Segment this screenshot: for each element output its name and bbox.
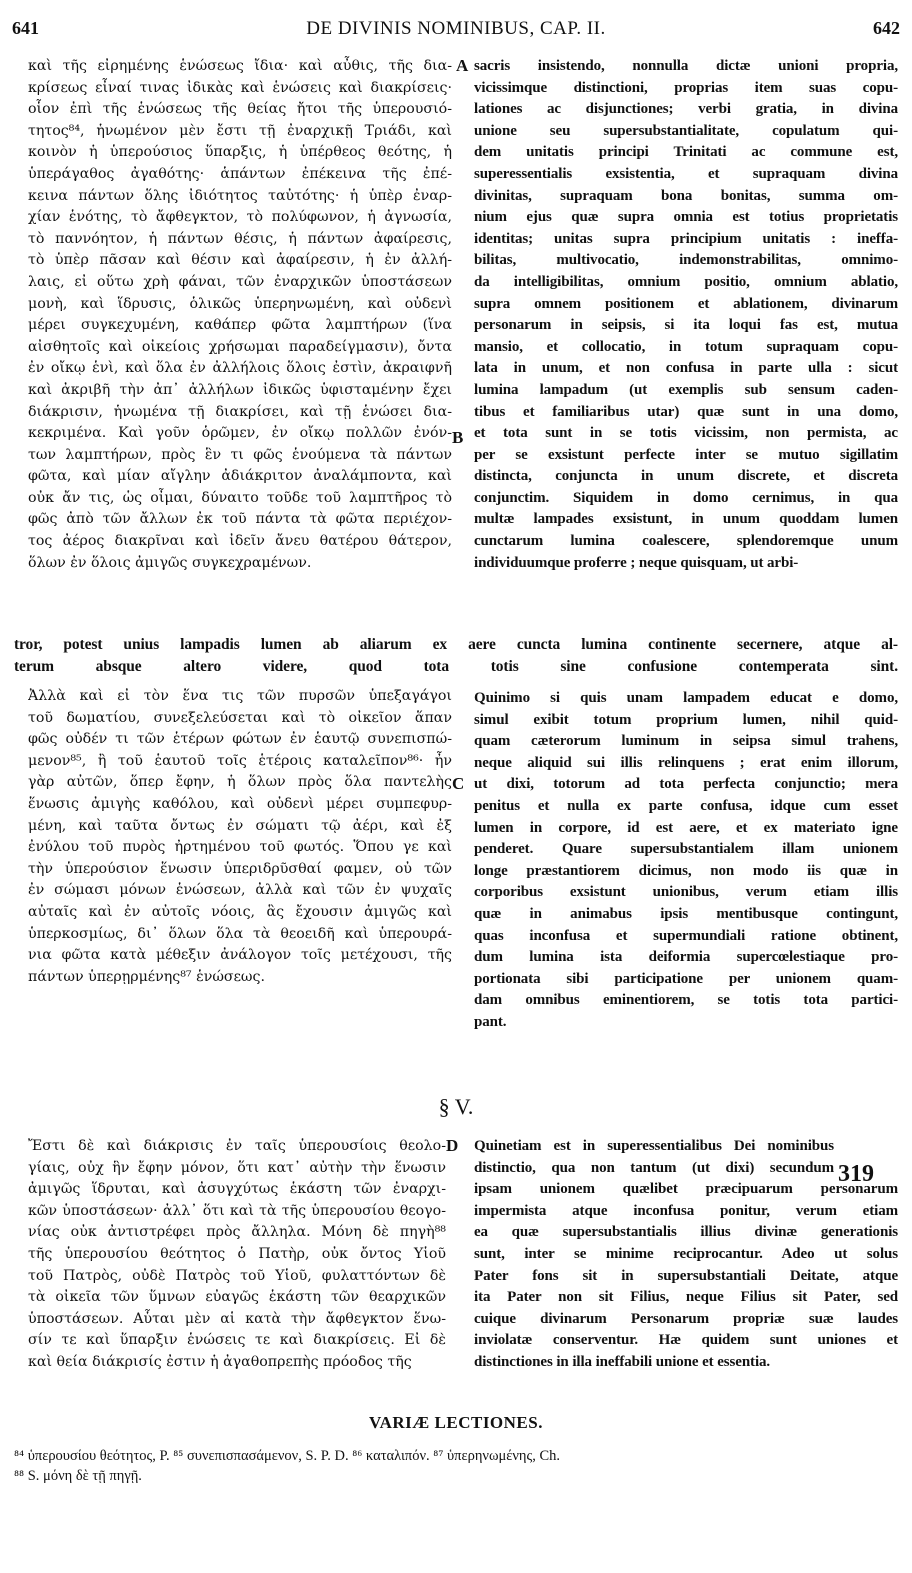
text-line: ἐν οἴκῳ ἑνὶ, καὶ ὅλα ἐν ἀλλήλοις ὅλοις ἐστὶν, ἀκραιφνῆ bbox=[28, 360, 452, 377]
text-line: μέρει συγκεχυμένη, καθάπερ φῶτα λαμπτήρων (ἵνα bbox=[28, 317, 452, 334]
text-line: unione seu supersubstantialitate, copulatum qui- bbox=[474, 122, 898, 139]
text-line: cuique divinarum Personarum propriæ suæ laudes bbox=[474, 1310, 898, 1327]
column-number: 319 bbox=[838, 1161, 874, 1187]
text-line: Ἀλλὰ καὶ εἰ τὸν ἕνα τις τῶν πυρσῶν ὑπεξαγάγοι bbox=[28, 688, 452, 704]
text-line: supra omnem positionem et ablationem, divinarum bbox=[474, 295, 898, 312]
running-title: DE DIVINIS NOMINIBUS, CAP. II. bbox=[306, 18, 606, 39]
text-line: personarum in seipsis, si ita loqui fas est, mutua bbox=[474, 317, 898, 334]
text-line: αἰσθητοῖς καὶ οἰκείοις χρήσωμαι παραδείγμασιν), ὄντα bbox=[28, 338, 452, 355]
text-line: lumina lampadum (ut exemplis sub sensum caden- bbox=[474, 381, 898, 398]
latin-column-top bbox=[474, 56, 898, 574]
text-line: τῆς ὑπερουσίου θεότητος ὁ Πατὴρ, οὐκ ὄντος Υἱοῦ bbox=[28, 1245, 446, 1262]
text-line: γίαις, οὐχ ἣν ἔφην μόνον, ὅτι κατ᾽ αὐτὴν τὴν ἕνωσιν bbox=[28, 1159, 446, 1176]
text-line: αὐταῖς καὶ ἐν αὐτοῖς νόοις, ἃς ἔχουσιν ἀμιγῶς καὶ bbox=[28, 903, 452, 920]
text-line: tror, potest unius lampadis lumen ab aliarum ex aere cuncta lumina continente secernere, atque al- bbox=[14, 636, 898, 653]
text-line: simul exibit totum proprium lumen, nihil quid- bbox=[474, 711, 898, 728]
text-line: ὑπεράγαθος ἀγαθότης· ἁπάντων ἐπέκεινα τῆς ἐπέ- bbox=[28, 165, 452, 182]
text-line: Quinimo si quis unam lampadem educat e domo, bbox=[474, 690, 898, 706]
text-line: ⁸⁴ ὑπερουσίου θεότητος, P. ⁸⁵ συνεπισπασάμενον, S. P. D. ⁸⁶ καταλιπόν. ⁸⁷ ὑπερηνωμένης, Ch. bbox=[14, 1448, 561, 1464]
text-line: penderet. Quare supersubstantialem illam unionem bbox=[474, 841, 898, 858]
text-line: νια φῶτα κατὰ μέθεξιν ἀνάλογον τοῖς μετέχουσι, τῆς bbox=[28, 947, 452, 964]
text-line: dum lumina ista deiformia supercœlestiaque pro- bbox=[474, 949, 898, 966]
text-line: da intelligibilitas, omnium positio, omnium ablatio, bbox=[474, 273, 898, 290]
text-line: identitas; unitas supra principium unitatis : ineffa- bbox=[474, 230, 898, 247]
text-line: vicissimque distinctioni, proprias item suas copu- bbox=[474, 79, 898, 96]
text-line: terum absque altero videre, quod tota totis sine confusione contemperata sint. bbox=[14, 657, 898, 675]
text-line: et tota sunt in se totis vicissim, non permista, ac bbox=[474, 425, 898, 442]
text-line: ἐν σώμασι μόνων ἑνώσεων, ἀλλὰ καὶ τῶν ἐν ψυχαῖς bbox=[28, 882, 452, 899]
text-line: τητος⁸⁴, ἡνωμένον μὲν ἔστι τῇ ἐναρχικῇ Τριάδι, καὶ bbox=[28, 122, 452, 139]
text-line: χίαν ἑνότης, τὸ ἄφθεγκτον, τὸ πολύφωνον, ἡ ἀγνωσία, bbox=[28, 209, 452, 226]
greek-column-middle bbox=[28, 686, 452, 988]
text-line: distinctiones in illa ineffabili unione et essentia. bbox=[474, 1353, 771, 1370]
text-line: pant. bbox=[474, 1013, 507, 1030]
greek-column-bottom bbox=[28, 1136, 446, 1374]
text-line: μονὴ, καὶ ἵδρυσις, ὁλικῶς ὑπερηνωμένη, καὶ οὐδενὶ bbox=[28, 295, 452, 312]
text-line: διάκρισιν, ἡνωμένα τῇ διακρίσει, καὶ τῇ ἑνώσει δια- bbox=[28, 403, 452, 420]
margin-letter-a: A bbox=[456, 56, 469, 75]
text-line: Pater fons sit in supersubstantiali Deitate, atque bbox=[474, 1267, 898, 1284]
text-line: πάντων ὑπερῃρμένης⁸⁷ ἑνώσεως. bbox=[28, 968, 265, 985]
text-line: λαις, εἰ οὕτω χρὴ φάναι, τῶν ἐναρχικῶν ὑποστάσεων bbox=[28, 273, 452, 290]
text-line: ipsam unionem quælibet præcipuarum personarum bbox=[474, 1181, 898, 1198]
text-line: impermista atque inconfusa ponitur, verum etiam bbox=[474, 1202, 898, 1219]
text-line: longe præstantiorem dicimus, non modo iis quæ in bbox=[474, 862, 898, 879]
latin-full-width-lines bbox=[14, 634, 898, 677]
text-line: neque aliquid sui illis relinquens ; erat enim illorum, bbox=[474, 754, 898, 771]
text-line: κῶν ὑποστάσεων· ἀλλ᾽ ὅτι καὶ τὰ τῆς ὑπερουσίου θεογο- bbox=[28, 1202, 446, 1219]
text-line: ut dixi, totorum ad tota perfecta conjunctio; mera bbox=[474, 776, 898, 793]
text-line: τὸ ὑπὲρ πᾶσαν καὶ θέσιν καὶ ἀφαίρεσιν, ἡ ἐν ἀλλή- bbox=[28, 252, 452, 269]
text-line: τὰ οἰκεῖα τῶν ὕμνων εὐαγῶς ἑκάστη τῶν θεαρχικῶν bbox=[28, 1289, 446, 1306]
latin-column-middle bbox=[474, 688, 898, 1034]
text-line: lationes ac disjunctiones; verbi gratia, in divina bbox=[474, 101, 898, 118]
text-line: sacris insistendo, nonnulla dictæ unioni propria, bbox=[474, 58, 898, 74]
margin-letter-b: B bbox=[452, 428, 464, 447]
text-line: tibus et familiaribus utar) quæ sunt in una domo, bbox=[474, 403, 898, 420]
text-line: μενον⁸⁵, ἢ τοῦ ἑαυτοῦ τοῖς ἑτέροις καταλεῖπον⁸⁶· ἦν bbox=[28, 752, 452, 769]
text-line: dam omnibus eminentiorem, se totis tota partici- bbox=[474, 992, 898, 1009]
text-line: γὰρ αὐτῶν, ὅπερ ἔφην, ἡ ὅλων πρὸς ὅλα παντελὴς bbox=[28, 774, 452, 791]
text-line: τος ἀέρος διακρῖναι καὶ ἰδεῖν ἄνευ θατέρου θάτερον, bbox=[28, 533, 452, 550]
text-line: Ἔστι δὲ καὶ διάκρισις ἐν ταῖς ὑπερουσίοις θεολο- bbox=[28, 1138, 446, 1154]
text-line: quæ in animabus ipsis mentibusque contingunt, bbox=[474, 905, 898, 922]
text-line: νίας οὐκ ἀντιστρέφει πρὸς ἄλληλα. Μόνη δὲ πηγὴ⁸⁸ bbox=[28, 1224, 446, 1241]
text-line: καὶ ἀκριβῆ τὴν ἀπ᾽ ἀλλήλων ἰδικῶς ὑφισταμένην ἔχει bbox=[28, 381, 452, 398]
text-line: penitus et nulla ex parte confusa, idque cum esset bbox=[474, 797, 898, 814]
section-heading: § V. bbox=[438, 1094, 474, 1119]
text-line: τοῦ δωματίου, συνεξελεύσεται καὶ τὸ οἰκεῖον ἅπαν bbox=[28, 709, 452, 726]
page-header bbox=[0, 18, 912, 42]
text-line: lata in unum, et non confusa in parte ulla : sicut bbox=[474, 360, 898, 377]
text-line: κεινα πάντων ὅλης ἰδιότητος ταὐτότης· ἡ ὑπὲρ ἐναρ- bbox=[28, 187, 452, 204]
text-line: cunctarum lumina coalescere, splendoremque unum bbox=[474, 533, 898, 550]
text-line: sunt, inter se minime reciprocantur. Adeo ut solus bbox=[474, 1245, 898, 1262]
text-line: inviolatæ conserventur. Hæ quidem sunt uniones et bbox=[474, 1332, 898, 1349]
page-number-left: 641 bbox=[12, 18, 39, 38]
text-line: quas inconfusa et supermundiali ratione obtinent, bbox=[474, 927, 898, 944]
text-line: superessentialis exsistentia, et supraquam divina bbox=[474, 165, 898, 182]
text-line: καὶ τῆς εἰρημένης ἑνώσεως ἴδια· καὶ αὖθις, τῆς δια- bbox=[28, 58, 452, 74]
text-line: κοινὸν ἡ ὑπερούσιος ὕπαρξις, ἡ ὑπέρθεος θεότης, ἡ bbox=[28, 144, 452, 161]
variae-lectiones-title: VARIÆ LECTIONES. bbox=[369, 1413, 543, 1432]
text-line: distincta, conjuncta in unum discrete, et discreta bbox=[474, 468, 898, 485]
text-line: τοῦ Πατρὸς, οὐδὲ Πατρὸς τοῦ Υἱοῦ, φυλαττόντων δὲ bbox=[28, 1267, 446, 1284]
text-line: οἷον ἐπὶ τῆς ἑνώσεως τῆς θείας ἤτοι τῆς ὑπερουσιό- bbox=[28, 101, 452, 118]
text-line: των λαμπτήρων, πρὸς ἓν τι φῶς ἑνούμενα τὰ πάντων bbox=[28, 446, 452, 463]
text-line: ἐνύλου τοῦ πυρὸς ἠρτημένου τοῦ φωτός. Ὅπου γε καὶ bbox=[28, 839, 452, 856]
text-line: ⁸⁸ S. μόνη δὲ τῇ πηγῇ. bbox=[14, 1468, 142, 1484]
text-line: ἕνωσις ἀμιγὴς καθόλου, καὶ οὐδενὶ μέρει συμπεφυρ- bbox=[28, 795, 452, 812]
text-line: ὑποστάσεων. Αὗται μὲν αἱ κατὰ τὴν ἄφθεγκτον ἕνω- bbox=[28, 1310, 446, 1327]
footnotes bbox=[14, 1446, 898, 1486]
text-line: multæ lampades exsistunt, in unum quoddam lumen bbox=[474, 511, 898, 528]
text-line: bilitas, multivocatio, indemonstrabilitas, omnimo- bbox=[474, 252, 898, 269]
text-line: nium ejus quæ supra omnia est totius proprietatis bbox=[474, 209, 898, 226]
text-line: dem unitatis principi Trinitati ac commune est, bbox=[474, 144, 898, 161]
text-line: φῶς ἀπὸ τῶν ἄλλων ἐκ τοῦ πάντα τὰ φῶτα περιέχον- bbox=[28, 511, 452, 528]
page-number-right: 642 bbox=[873, 18, 900, 38]
latin-column-bottom-a bbox=[474, 1136, 898, 1374]
text-line: per se exsistunt perfecte inter se mutuo sigillatim bbox=[474, 446, 898, 463]
text-line: τὴν ὑπερούσιον ἕνωσιν ὑπεριδρῦσθαί φαμεν, οὐ τῶν bbox=[28, 860, 452, 877]
text-line: corporibus exsistunt unionibus, verum etiam illis bbox=[474, 884, 898, 901]
text-line: ὑπερκοσμίως, δι᾽ ὅλων ὅλα τὰ θεοειδῆ καὶ ὑπερουρά- bbox=[28, 925, 452, 942]
text-line: ea quæ supersubstantialis illius divinæ generationis bbox=[474, 1224, 898, 1241]
margin-letter-d: D bbox=[446, 1136, 459, 1155]
text-line: individuumque proferre ; neque quisquam, ut arbi- bbox=[474, 554, 799, 571]
margin-letter-c: C bbox=[452, 774, 465, 793]
text-line: φῶτα, καὶ μίαν αἴγλην ἀδιάκριτον ἀναλάμποντα, καὶ bbox=[28, 468, 452, 485]
text-line: κεκριμένα. Καὶ γοῦν ὁρῶμεν, ἐν οἴκῳ πολλῶν ἐνόν- bbox=[28, 425, 452, 442]
greek-column-top bbox=[28, 56, 452, 574]
text-line: mansio, et collocatio, in totum supraquam copu- bbox=[474, 338, 898, 355]
text-line: μένη, καὶ ταῦτα ὄντως ἐν σώματι τῷ ἀέρι, καὶ ἐξ bbox=[28, 817, 452, 834]
text-line: quam cæterorum luminum in seipsa simul trahens, bbox=[474, 733, 898, 750]
text-line: lumen in corpore, id est aere, et ex materiato igne bbox=[474, 819, 898, 836]
text-line: οὐκ ἄν τις, ὡς οἶμαι, δύναιτο τοῦδε τοῦ λαμπτῆρος τὸ bbox=[28, 489, 452, 506]
text-line: divinitas, supraquam bona bonitas, summa om- bbox=[474, 187, 898, 204]
text-line: ἀμιγῶς ἵδρυται, καὶ ἀσυγχύτως ἑκάστη τῶν ἐναρχι- bbox=[28, 1181, 446, 1198]
text-line: portionata sibi participatione per unionem quam- bbox=[474, 970, 898, 987]
text-line: φῶς οὐδέν τι τῶν ἑτέρων φώτων ἐν ἑαυτῷ συνεπισπώ- bbox=[28, 731, 452, 748]
text-line: conjunctim. Siquidem in domo cernimus, in qua bbox=[474, 489, 898, 506]
text-line: Quinetiam est in superessentialibus Dei nominibus bbox=[474, 1138, 834, 1154]
text-line: κρίσεως εἶναί τινας ἰδικὰς καὶ ἑνώσεις καὶ διακρίσεις· bbox=[28, 79, 452, 96]
text-line: τὸ παννόητον, ἡ πάντων θέσις, ἡ πάντων ἀφαίρεσις, bbox=[28, 230, 452, 247]
text-line: ita Pater non sit Filius, neque Filius sit Pater, sed bbox=[474, 1289, 898, 1306]
text-line: καὶ θεία διάκρισίς ἐστιν ἡ ἀγαθοπρεπὴς πρόοδος τῆς bbox=[28, 1353, 412, 1370]
text-line: ὅλων ἐν ὅλοις ἀμιγῶς συγκεχραμένων. bbox=[28, 554, 312, 571]
text-line: distinctio, qua non tantum (ut dixi) secundum bbox=[474, 1159, 834, 1176]
text-line: σίν τε καὶ ὕπαρξιν ἑνώσεις τε καὶ διακρίσεις. Εἰ δὲ bbox=[28, 1332, 446, 1349]
